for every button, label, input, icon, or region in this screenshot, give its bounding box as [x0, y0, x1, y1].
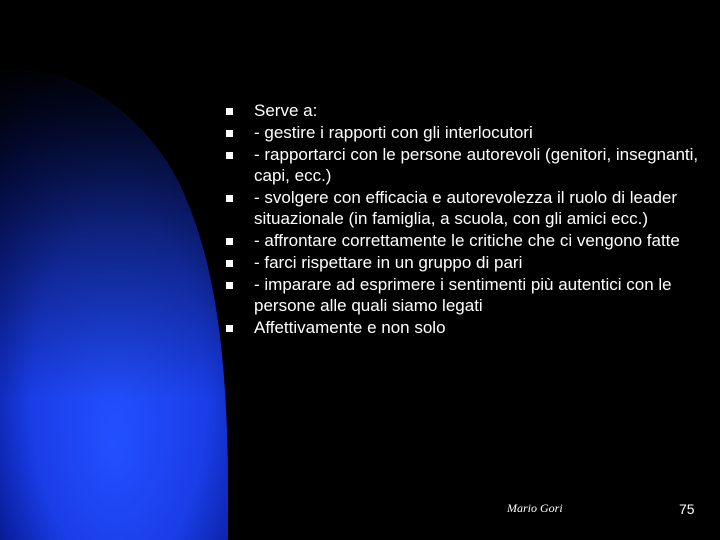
bullet-text: - imparare ad esprimere i sentimenti più autentici con le persone alle quali siamo legati: [254, 275, 672, 315]
bullet-text: - gestire i rapporti con gli interlocutori: [254, 123, 533, 142]
square-bullet-icon: [226, 282, 233, 289]
bullet-text: Affettivamente e non solo: [254, 318, 446, 337]
bullet-text: - rapportarci con le persone autorevoli (genitori, insegnanti, capi, ecc.): [254, 145, 699, 185]
bullet-item: [222, 274, 700, 316]
bullet-item: [222, 122, 700, 143]
bullet-text: - affrontare correttamente le critiche che ci vengono fatte: [254, 231, 680, 250]
bullet-text: Serve a:: [254, 101, 318, 120]
square-bullet-icon: [226, 108, 233, 115]
bullet-text: - svolgere con efficacia e autorevolezza il ruolo di leader situazionale (in famiglia, a scuola, con gli amici ecc.): [254, 188, 678, 228]
bullet-text: - farci rispettare in un gruppo di pari: [254, 253, 523, 272]
bullet-list: [222, 100, 700, 339]
page-number: 75: [679, 501, 695, 517]
square-bullet-icon: [226, 325, 233, 332]
square-bullet-icon: [226, 130, 233, 137]
square-bullet-icon: [226, 152, 233, 159]
square-bullet-icon: [226, 195, 233, 202]
bullet-item: [222, 100, 700, 121]
bullet-item: [222, 230, 700, 251]
footer-author: Mario Gori: [507, 501, 563, 515]
bullet-item: [222, 252, 700, 273]
square-bullet-icon: [226, 238, 233, 245]
bullet-item: [222, 317, 700, 338]
bullet-item: [222, 187, 700, 229]
square-bullet-icon: [226, 260, 233, 267]
bullet-item: [222, 144, 700, 186]
